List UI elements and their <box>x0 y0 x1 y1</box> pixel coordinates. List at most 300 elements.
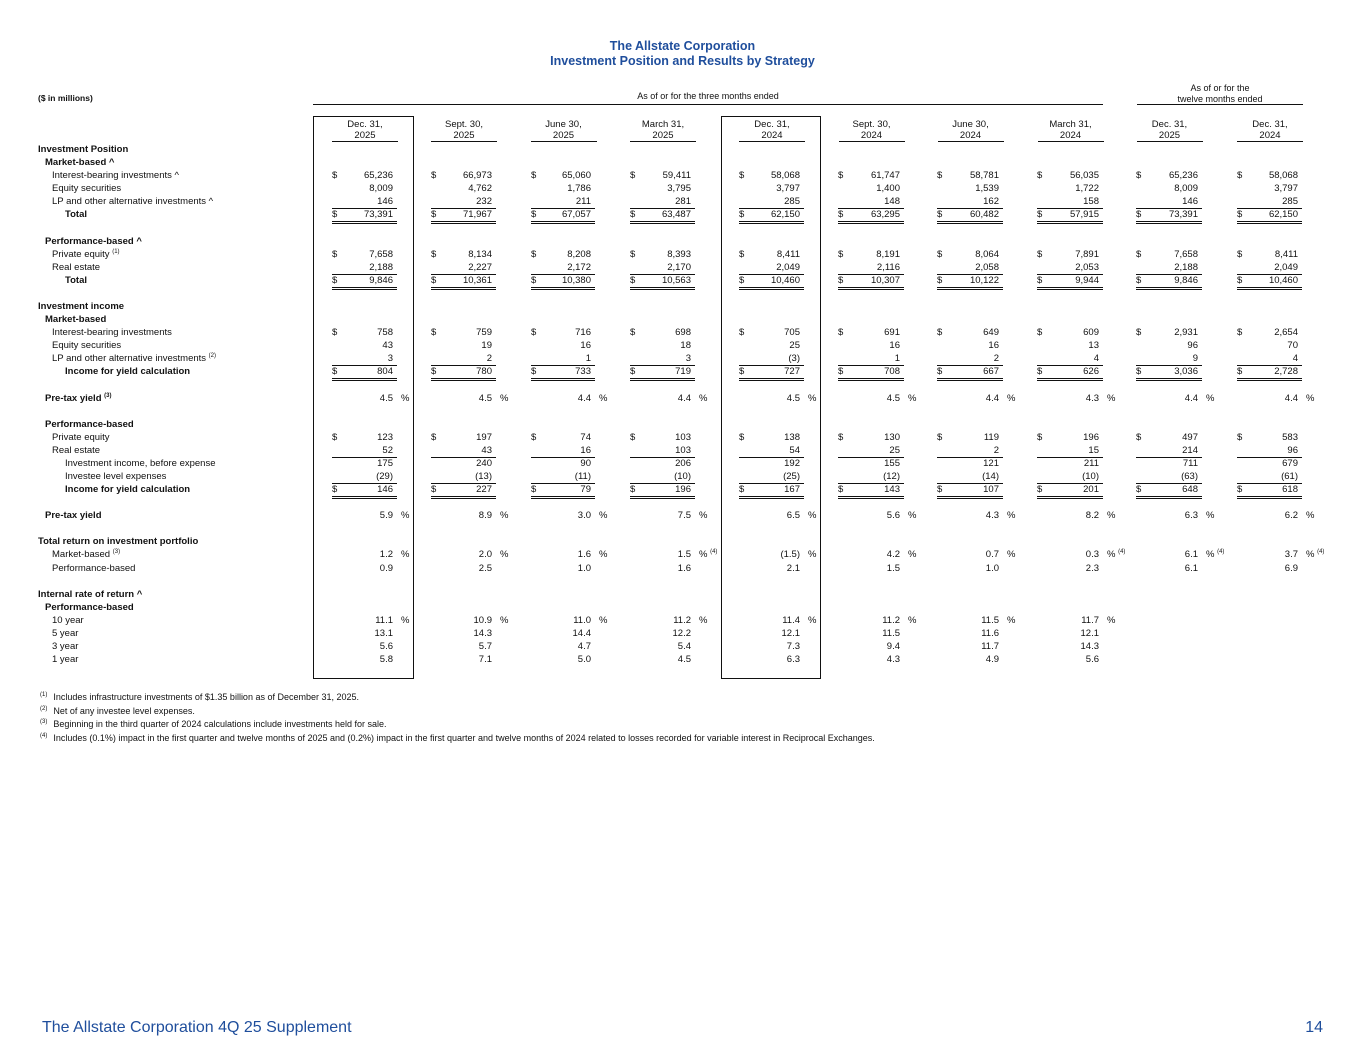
value-cell <box>630 548 695 561</box>
cell-value: 16 <box>889 340 900 352</box>
value-cell <box>838 653 904 666</box>
cell-value: 4.4 <box>1284 392 1298 404</box>
value-cell <box>431 208 496 224</box>
cell-value: 8,393 <box>667 248 691 260</box>
table-row <box>0 418 1365 431</box>
cell-value: 4 <box>1093 353 1099 365</box>
column-header <box>618 119 708 142</box>
cell-value: (10) <box>674 471 691 482</box>
value-cell <box>630 392 695 405</box>
cell-value: 107 <box>983 484 999 496</box>
value-cell <box>937 392 1003 405</box>
value-cell <box>630 352 695 366</box>
cell-value: 58,068 <box>1268 170 1298 182</box>
column-header <box>1225 119 1315 142</box>
value-cell <box>531 470 595 484</box>
cell-value: 3.7 <box>1284 549 1298 561</box>
percent-sign: % <box>500 614 509 626</box>
cell-value: 11.4 <box>782 614 800 626</box>
row-label <box>52 352 216 365</box>
cell-value: 19 <box>481 340 492 352</box>
value-cell <box>739 444 804 458</box>
currency-sign: $ <box>739 431 745 443</box>
cell-value: 58,068 <box>770 170 800 182</box>
cell-value: 18 <box>680 340 691 352</box>
value-cell <box>838 261 904 275</box>
cell-value: (63) <box>1181 471 1198 482</box>
row-label-text: Investment Position <box>38 144 129 155</box>
row-label <box>45 235 142 248</box>
value-cell <box>1136 509 1202 522</box>
row-label <box>45 418 134 431</box>
currency-sign: $ <box>1136 170 1142 182</box>
table-row <box>0 588 1365 601</box>
value-cell <box>838 208 904 224</box>
value-cell <box>332 326 397 339</box>
value-cell <box>1237 444 1302 458</box>
cell-value: 65,060 <box>561 170 591 182</box>
cell-value: 227 <box>476 484 492 496</box>
cell-value: 162 <box>983 196 999 208</box>
value-cell <box>838 365 904 381</box>
currency-sign: $ <box>1037 274 1043 286</box>
value-cell <box>431 274 496 290</box>
value-cell <box>1237 261 1302 275</box>
percent-sign: % <box>500 392 509 404</box>
cell-value: 211 <box>575 196 591 208</box>
value-cell <box>1037 457 1103 470</box>
value-cell <box>531 640 595 653</box>
column-header-line1: Sept. 30, <box>852 119 891 130</box>
cell-value: (61) <box>1281 471 1298 482</box>
value-cell <box>630 640 695 653</box>
percent-sign: % <box>1107 614 1116 626</box>
value-cell <box>838 483 904 499</box>
column-header-line2: 2025 <box>531 130 597 142</box>
percent-sign: % <box>808 392 817 404</box>
footnote-text: Includes infrastructure investments of $1.35 billion as of December 31, 2025. <box>53 692 360 702</box>
cell-value: 62,150 <box>770 209 800 221</box>
cell-value: 65,236 <box>363 170 393 182</box>
percent-sign: % <box>808 510 817 522</box>
row-label <box>38 300 124 313</box>
value-cell <box>1237 548 1302 561</box>
cell-value: 2 <box>486 353 492 365</box>
value-cell <box>531 548 595 561</box>
row-label-text: Market-based <box>45 314 107 326</box>
currency-sign: $ <box>1136 274 1142 286</box>
row-label <box>52 627 78 640</box>
currency-sign: $ <box>630 366 636 378</box>
value-cell <box>739 339 804 352</box>
row-label-text: Equity securities <box>52 183 122 195</box>
value-cell <box>332 640 397 653</box>
cell-value: 73,391 <box>363 209 393 221</box>
value-cell <box>937 326 1003 339</box>
cell-value: 8.9 <box>478 510 492 522</box>
value-cell <box>332 444 397 458</box>
row-label <box>65 457 216 470</box>
currency-sign: $ <box>937 431 943 443</box>
cell-value: 79 <box>580 484 591 496</box>
cell-value: 9,846 <box>369 274 393 286</box>
value-cell <box>739 326 804 339</box>
cell-value: 8,191 <box>876 248 900 260</box>
page-number: 14 <box>1305 1019 1323 1036</box>
value-cell <box>1237 339 1302 352</box>
row-label-text: Internal rate of return ^ <box>38 588 143 600</box>
value-cell <box>739 548 804 561</box>
row-label <box>65 470 166 483</box>
value-cell <box>531 261 595 275</box>
value-cell <box>838 562 904 575</box>
cell-value: 2,654 <box>1274 327 1298 339</box>
cell-value: 9 <box>1192 353 1198 365</box>
cell-value: 6.3 <box>786 654 800 666</box>
twelve-months-header-2: twelve months ended <box>1177 94 1263 104</box>
percent-sign: % <box>1206 392 1215 404</box>
footnote-mark: (2) <box>40 705 48 712</box>
currency-sign: $ <box>531 327 537 339</box>
cell-value: 5.6 <box>886 510 900 522</box>
cell-value: 8.2 <box>1085 510 1099 522</box>
value-cell <box>937 352 1003 366</box>
value-cell <box>431 169 496 182</box>
value-cell <box>1237 182 1302 195</box>
cell-value: 56,035 <box>1069 170 1099 182</box>
row-label <box>52 195 213 208</box>
row-label-text: LP and other alternative investments ^ <box>52 196 214 208</box>
cell-value: 8,134 <box>468 248 492 260</box>
cell-value: 3 <box>685 353 691 365</box>
value-cell <box>531 339 595 352</box>
value-cell <box>937 444 1003 458</box>
value-cell <box>1037 653 1103 666</box>
value-cell <box>630 562 695 575</box>
currency-sign: $ <box>332 248 338 260</box>
value-cell <box>531 431 595 444</box>
value-cell <box>332 548 397 561</box>
row-label <box>52 444 100 457</box>
cell-value: 1.6 <box>677 562 691 574</box>
cell-value: 285 <box>1282 196 1298 208</box>
value-cell <box>739 208 804 224</box>
cell-value: 1,786 <box>567 183 591 195</box>
value-cell <box>937 470 1003 484</box>
percent-sign: % <box>1007 549 1016 561</box>
value-cell <box>332 562 397 575</box>
value-cell <box>937 640 1003 653</box>
table-row <box>0 601 1365 614</box>
value-cell <box>838 548 904 561</box>
value-cell <box>332 614 397 627</box>
value-cell <box>332 248 397 261</box>
cell-value: 11.0 <box>573 614 591 626</box>
currency-sign: $ <box>531 431 537 443</box>
currency-sign: $ <box>838 431 844 443</box>
currency-sign: $ <box>1237 248 1243 260</box>
cell-value: 719 <box>675 366 691 378</box>
cell-value: 16 <box>580 444 591 456</box>
cell-value: 201 <box>1083 484 1099 496</box>
cell-value: 63,487 <box>661 209 691 221</box>
cell-value: 2,049 <box>1274 261 1298 273</box>
cell-value: 780 <box>476 366 492 378</box>
table-row <box>0 562 1365 575</box>
value-cell <box>937 339 1003 352</box>
currency-sign: $ <box>838 170 844 182</box>
currency-sign: $ <box>431 484 437 496</box>
cell-value: 71,967 <box>462 209 492 221</box>
value-cell <box>739 627 804 640</box>
cell-value: 2,188 <box>1174 261 1198 273</box>
value-cell <box>431 339 496 352</box>
value-cell <box>1037 509 1103 522</box>
value-cell <box>739 653 804 666</box>
cell-value: 2.0 <box>478 549 492 561</box>
value-cell <box>332 195 397 209</box>
currency-sign: $ <box>1136 248 1142 260</box>
footnote-text: Beginning in the third quarter of 2024 calculations include investments held for sale. <box>53 719 387 729</box>
cell-value: 43 <box>481 444 492 456</box>
cell-value: 2,728 <box>1274 366 1298 378</box>
cell-value: 1.0 <box>577 562 591 574</box>
value-cell <box>630 195 695 209</box>
value-cell <box>1237 509 1302 522</box>
footnote-ref: (3) <box>112 549 121 556</box>
value-cell <box>332 339 397 352</box>
cell-value: 11.5 <box>882 627 900 639</box>
percent-sign: % $^{(4)}$ <box>1206 549 1225 561</box>
footnote-ref: (3) <box>104 392 112 399</box>
currency-sign: $ <box>937 274 943 286</box>
percent-sign: % <box>1007 392 1016 404</box>
column-header-line2: 2024 <box>1038 130 1104 142</box>
value-cell <box>531 365 595 381</box>
units-label: ($ in millions) <box>38 93 93 103</box>
value-cell <box>739 195 804 209</box>
value-cell <box>531 169 595 182</box>
value-cell <box>531 195 595 209</box>
value-cell <box>1037 392 1103 405</box>
cell-value: 8,009 <box>1174 183 1198 195</box>
value-cell <box>1237 365 1302 381</box>
value-cell <box>1136 326 1202 339</box>
row-label-text: Investee level expenses <box>65 471 167 482</box>
currency-sign: $ <box>739 484 745 496</box>
percent-sign: % <box>500 549 509 561</box>
cell-value: 648 <box>1182 484 1198 496</box>
currency-sign: $ <box>838 248 844 260</box>
value-cell <box>531 627 595 640</box>
value-cell <box>838 627 904 640</box>
cell-value: 698 <box>675 327 691 339</box>
value-cell <box>1037 444 1103 458</box>
cell-value: 158 <box>1083 196 1099 208</box>
value-cell <box>1237 169 1302 182</box>
table-row <box>0 208 1365 221</box>
row-label-text: Income for yield calculation <box>65 484 191 496</box>
row-label-text: LP and other alternative investments <box>52 353 207 365</box>
cell-value: 232 <box>476 196 492 208</box>
row-label <box>52 326 172 339</box>
value-cell <box>630 182 695 195</box>
cell-value: 119 <box>983 431 999 443</box>
value-cell <box>531 274 595 290</box>
row-label-text: Equity securities <box>52 340 122 352</box>
column-header-line2: 2024 <box>839 130 905 142</box>
value-cell <box>332 392 397 405</box>
cell-value: 240 <box>476 457 492 469</box>
row-label <box>52 614 84 627</box>
value-cell <box>1136 261 1202 275</box>
value-cell <box>431 326 496 339</box>
cell-value: 705 <box>784 327 800 339</box>
cell-value: 4.7 <box>577 641 591 653</box>
cell-value: 14.3 <box>473 627 492 639</box>
value-cell <box>739 640 804 653</box>
value-cell <box>431 614 496 627</box>
table-row <box>0 195 1365 208</box>
cell-value: 146 <box>377 196 393 208</box>
value-cell <box>531 352 595 366</box>
cell-value: 67,057 <box>561 209 591 221</box>
cell-value: 281 <box>675 196 691 208</box>
percent-sign: % <box>699 614 708 626</box>
value-cell <box>838 509 904 522</box>
cell-value: 1,400 <box>876 183 900 195</box>
value-cell <box>1237 562 1302 575</box>
value-cell <box>531 208 595 224</box>
cell-value: 5.0 <box>577 654 591 666</box>
cell-value: 13.1 <box>374 627 393 639</box>
value-cell <box>630 614 695 627</box>
footnote <box>40 733 875 743</box>
value-cell <box>937 182 1003 195</box>
cell-value: 4.5 <box>886 392 900 404</box>
cell-value: 7,891 <box>1075 248 1099 260</box>
row-label-text: Performance-based <box>45 601 134 613</box>
value-cell <box>838 339 904 352</box>
value-cell <box>937 195 1003 209</box>
currency-sign: $ <box>1037 484 1043 496</box>
value-cell <box>937 261 1003 275</box>
cell-value: 9.4 <box>886 641 900 653</box>
value-cell <box>332 653 397 666</box>
cell-value: 609 <box>1083 327 1099 339</box>
cell-value: 10,563 <box>661 274 691 286</box>
cell-value: 5.9 <box>379 510 393 522</box>
cell-value: 211 <box>1083 457 1099 469</box>
cell-value: 3,795 <box>667 183 691 195</box>
cell-value: 175 <box>377 457 393 469</box>
cell-value: 61,747 <box>870 170 900 182</box>
row-label <box>52 653 78 666</box>
value-cell <box>630 444 695 458</box>
value-cell <box>630 509 695 522</box>
cell-value: 121 <box>983 457 999 469</box>
value-cell <box>1037 261 1103 275</box>
value-cell <box>937 274 1003 290</box>
cell-value: 14.4 <box>572 627 591 639</box>
value-cell <box>1037 365 1103 381</box>
value-cell <box>1037 562 1103 575</box>
column-header-line1: March 31, <box>1049 119 1092 130</box>
cell-value: 25 <box>889 444 900 456</box>
cell-value: 716 <box>575 327 591 339</box>
currency-sign: $ <box>431 170 437 182</box>
cell-value: 197 <box>476 431 492 443</box>
row-label-text: Real estate <box>52 444 101 456</box>
currency-sign: $ <box>431 274 437 286</box>
percent-sign: % <box>1007 510 1016 522</box>
cell-value: 11.7 <box>981 641 999 653</box>
percent-sign: % <box>1107 392 1116 404</box>
cell-value: 4.3 <box>886 654 900 666</box>
value-cell <box>531 392 595 405</box>
percent-sign: % <box>500 510 509 522</box>
cell-value: 1.0 <box>985 562 999 574</box>
value-cell <box>937 248 1003 261</box>
cell-value: 727 <box>784 366 800 378</box>
value-cell <box>630 208 695 224</box>
cell-value: 148 <box>884 196 900 208</box>
cell-value: 285 <box>784 196 800 208</box>
cell-value: 7.5 <box>677 510 691 522</box>
value-cell <box>332 261 397 275</box>
value-cell <box>1136 169 1202 182</box>
cell-value: 155 <box>884 457 900 469</box>
row-label-text: 3 year <box>52 641 79 653</box>
currency-sign: $ <box>1136 366 1142 378</box>
value-cell <box>1037 169 1103 182</box>
cell-value: 4.4 <box>677 392 691 404</box>
value-cell <box>838 195 904 209</box>
value-cell <box>1136 548 1202 561</box>
currency-sign: $ <box>531 248 537 260</box>
value-cell <box>937 548 1003 561</box>
percent-sign: % <box>808 549 817 561</box>
value-cell <box>1136 248 1202 261</box>
column-header <box>519 119 609 142</box>
currency-sign: $ <box>739 248 745 260</box>
percent-sign: % <box>908 510 917 522</box>
footer-title: The Allstate Corporation 4Q 25 Supplement <box>42 1019 352 1036</box>
column-header <box>926 119 1016 142</box>
row-label <box>45 156 114 169</box>
cell-value: 2,116 <box>876 261 900 273</box>
row-label-text: Pre-tax yield <box>45 392 102 404</box>
row-label <box>65 483 190 496</box>
currency-sign: $ <box>332 366 338 378</box>
value-cell <box>431 640 496 653</box>
currency-sign: $ <box>1237 431 1243 443</box>
currency-sign: $ <box>1237 170 1243 182</box>
value-cell <box>838 326 904 339</box>
cell-value: 6.2 <box>1284 510 1298 522</box>
currency-sign: $ <box>431 431 437 443</box>
cell-value: 25 <box>789 340 800 352</box>
percent-sign: % <box>1107 510 1116 522</box>
cell-value: 5.6 <box>379 641 393 653</box>
cell-value: 4.5 <box>786 392 800 404</box>
value-cell <box>1136 274 1202 290</box>
currency-sign: $ <box>531 209 537 221</box>
cell-value: 6.1 <box>1184 549 1198 561</box>
footnote-mark: (4) <box>40 732 48 739</box>
cell-value: 2 <box>993 444 999 456</box>
value-cell <box>838 470 904 484</box>
